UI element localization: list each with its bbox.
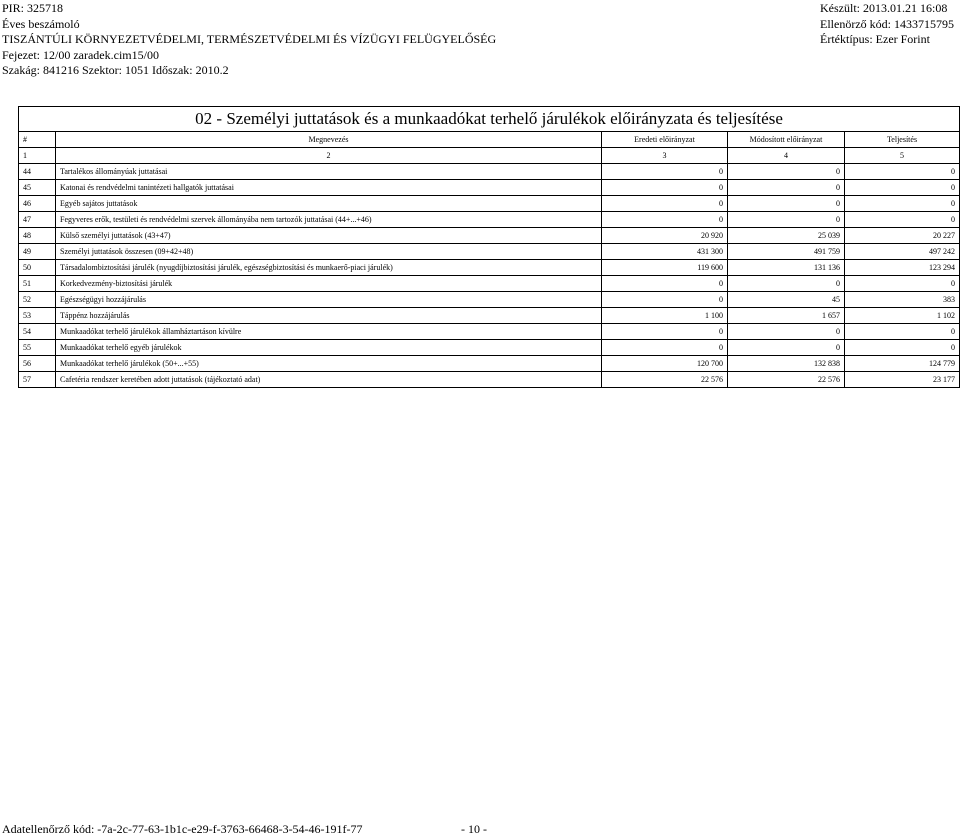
table-row [19, 356, 960, 372]
row-number: 44 [19, 164, 56, 180]
row-modified: 132 838 [728, 356, 845, 372]
row-modified: 0 [728, 212, 845, 228]
row-name: Személyi juttatások összesen (09+42+48) [56, 244, 602, 260]
table-row [19, 292, 960, 308]
row-modified: 0 [728, 164, 845, 180]
row-number: 51 [19, 276, 56, 292]
report-header-right [820, 0, 954, 47]
organization-name: TISZÁNTÚLI KÖRNYEZETVÉDELMI, TERMÉSZETVÉDELMI ÉS VÍZÜGYI FELÜGYELŐSÉG [2, 32, 497, 46]
table-row [19, 196, 960, 212]
row-completed: 23 177 [845, 372, 960, 388]
row-name: Tartalékos állományúak juttatásai [56, 164, 602, 180]
row-number: 56 [19, 356, 56, 372]
row-name: Társadalombiztosítási járulék (nyugdíjbiztosítási járulék, egészségbiztosítási és munkaerő-piaci járulék) [56, 260, 602, 276]
report-header-left [2, 0, 496, 78]
row-name: Egészségügyi hozzájárulás [56, 292, 602, 308]
row-modified: 491 759 [728, 244, 845, 260]
col-header-original: Eredeti előirányzat [602, 132, 728, 148]
row-modified: 0 [728, 180, 845, 196]
row-completed: 0 [845, 276, 960, 292]
row-original: 0 [602, 276, 728, 292]
budget-table [18, 106, 960, 388]
table-row [19, 164, 960, 180]
row-name: Táppénz hozzájárulás [56, 308, 602, 324]
row-completed: 497 242 [845, 244, 960, 260]
table-title: 02 - Személyi juttatások és a munkaadókat terhelő járulékok előirányzata és teljesítése [19, 107, 960, 132]
column-header-row [19, 132, 960, 148]
col-number-1: 1 [19, 148, 56, 164]
row-completed: 124 779 [845, 356, 960, 372]
row-original: 0 [602, 180, 728, 196]
table-row [19, 276, 960, 292]
row-modified: 22 576 [728, 372, 845, 388]
table-row [19, 180, 960, 196]
value-type: Értéktípus: Ezer Forint [820, 32, 930, 46]
pir-id: PIR: 325718 [2, 1, 64, 15]
row-number: 55 [19, 340, 56, 356]
table-row [19, 340, 960, 356]
page-number: - 10 - [461, 822, 487, 836]
row-name: Fegyveres erők, testületi és rendvédelmi szervek állományába nem tartozók juttatásai (44+...+46) [56, 212, 602, 228]
row-original: 0 [602, 212, 728, 228]
row-original: 0 [602, 164, 728, 180]
table-row [19, 244, 960, 260]
row-number: 49 [19, 244, 56, 260]
row-name: Egyéb sajátos juttatások [56, 196, 602, 212]
row-original: 0 [602, 340, 728, 356]
row-modified: 0 [728, 196, 845, 212]
column-number-row [19, 148, 960, 164]
chapter-info: Fejezet: 12/00 zaradek.cim15/00 [2, 47, 159, 62]
table-row [19, 372, 960, 388]
row-number: 54 [19, 324, 56, 340]
col-number-2: 2 [56, 148, 602, 164]
row-completed: 0 [845, 196, 960, 212]
row-name: Munkaadókat terhelő egyéb járulékok [56, 340, 602, 356]
row-completed: 0 [845, 324, 960, 340]
row-modified: 25 039 [728, 228, 845, 244]
row-original: 20 920 [602, 228, 728, 244]
row-number: 45 [19, 180, 56, 196]
row-completed: 383 [845, 292, 960, 308]
row-name: Külső személyi juttatások (43+47) [56, 228, 602, 244]
row-original: 0 [602, 196, 728, 212]
row-name: Katonai és rendvédelmi tanintézeti hallgatók juttatásai [56, 180, 602, 196]
row-name: Munkaadókat terhelő járulékok államháztartáson kívülre [56, 324, 602, 340]
table-row [19, 308, 960, 324]
row-original: 0 [602, 292, 728, 308]
table-row [19, 260, 960, 276]
row-number: 47 [19, 212, 56, 228]
row-original: 119 600 [602, 260, 728, 276]
row-number: 57 [19, 372, 56, 388]
row-completed: 0 [845, 164, 960, 180]
created-timestamp: Készült: 2013.01.21 16:08 [820, 1, 948, 15]
row-completed: 1 102 [845, 308, 960, 324]
col-header-completed: Teljesítés [845, 132, 960, 148]
row-name: Munkaadókat terhelő járulékok (50+...+55) [56, 356, 602, 372]
row-original: 431 300 [602, 244, 728, 260]
table-row [19, 228, 960, 244]
col-header-num: # [19, 132, 56, 148]
row-modified: 0 [728, 324, 845, 340]
row-original: 0 [602, 324, 728, 340]
row-number: 50 [19, 260, 56, 276]
sector-info: Szakág: 841216 Szektor: 1051 Időszak: 2010.2 [2, 63, 229, 77]
row-completed: 0 [845, 180, 960, 196]
report-type: Éves beszámoló [2, 16, 80, 31]
row-number: 52 [19, 292, 56, 308]
row-name: Cafetéria rendszer keretében adott juttatások (tájékoztató adat) [56, 372, 602, 388]
row-completed: 0 [845, 340, 960, 356]
col-header-name: Megnevezés [56, 132, 602, 148]
row-modified: 0 [728, 276, 845, 292]
check-code: Ellenörző kód: 1433715795 [820, 16, 954, 31]
row-modified: 1 657 [728, 308, 845, 324]
row-original: 1 100 [602, 308, 728, 324]
data-check-code: Adatellenőrző kód: -7a-2c-77-63-1b1c-e29-f-3763-66468-3-54-46-191f-77 [2, 822, 363, 836]
row-completed: 0 [845, 212, 960, 228]
table-row [19, 212, 960, 228]
row-completed: 20 227 [845, 228, 960, 244]
row-original: 120 700 [602, 356, 728, 372]
row-number: 46 [19, 196, 56, 212]
col-number-4: 4 [728, 148, 845, 164]
table-row [19, 324, 960, 340]
row-number: 53 [19, 308, 56, 324]
row-modified: 0 [728, 340, 845, 356]
col-number-5: 5 [845, 148, 960, 164]
row-modified: 131 136 [728, 260, 845, 276]
row-original: 22 576 [602, 372, 728, 388]
row-name: Korkedvezmény-biztosítási járulék [56, 276, 602, 292]
col-header-modified: Módosított előirányzat [728, 132, 845, 148]
row-number: 48 [19, 228, 56, 244]
row-modified: 45 [728, 292, 845, 308]
row-completed: 123 294 [845, 260, 960, 276]
col-number-3: 3 [602, 148, 728, 164]
